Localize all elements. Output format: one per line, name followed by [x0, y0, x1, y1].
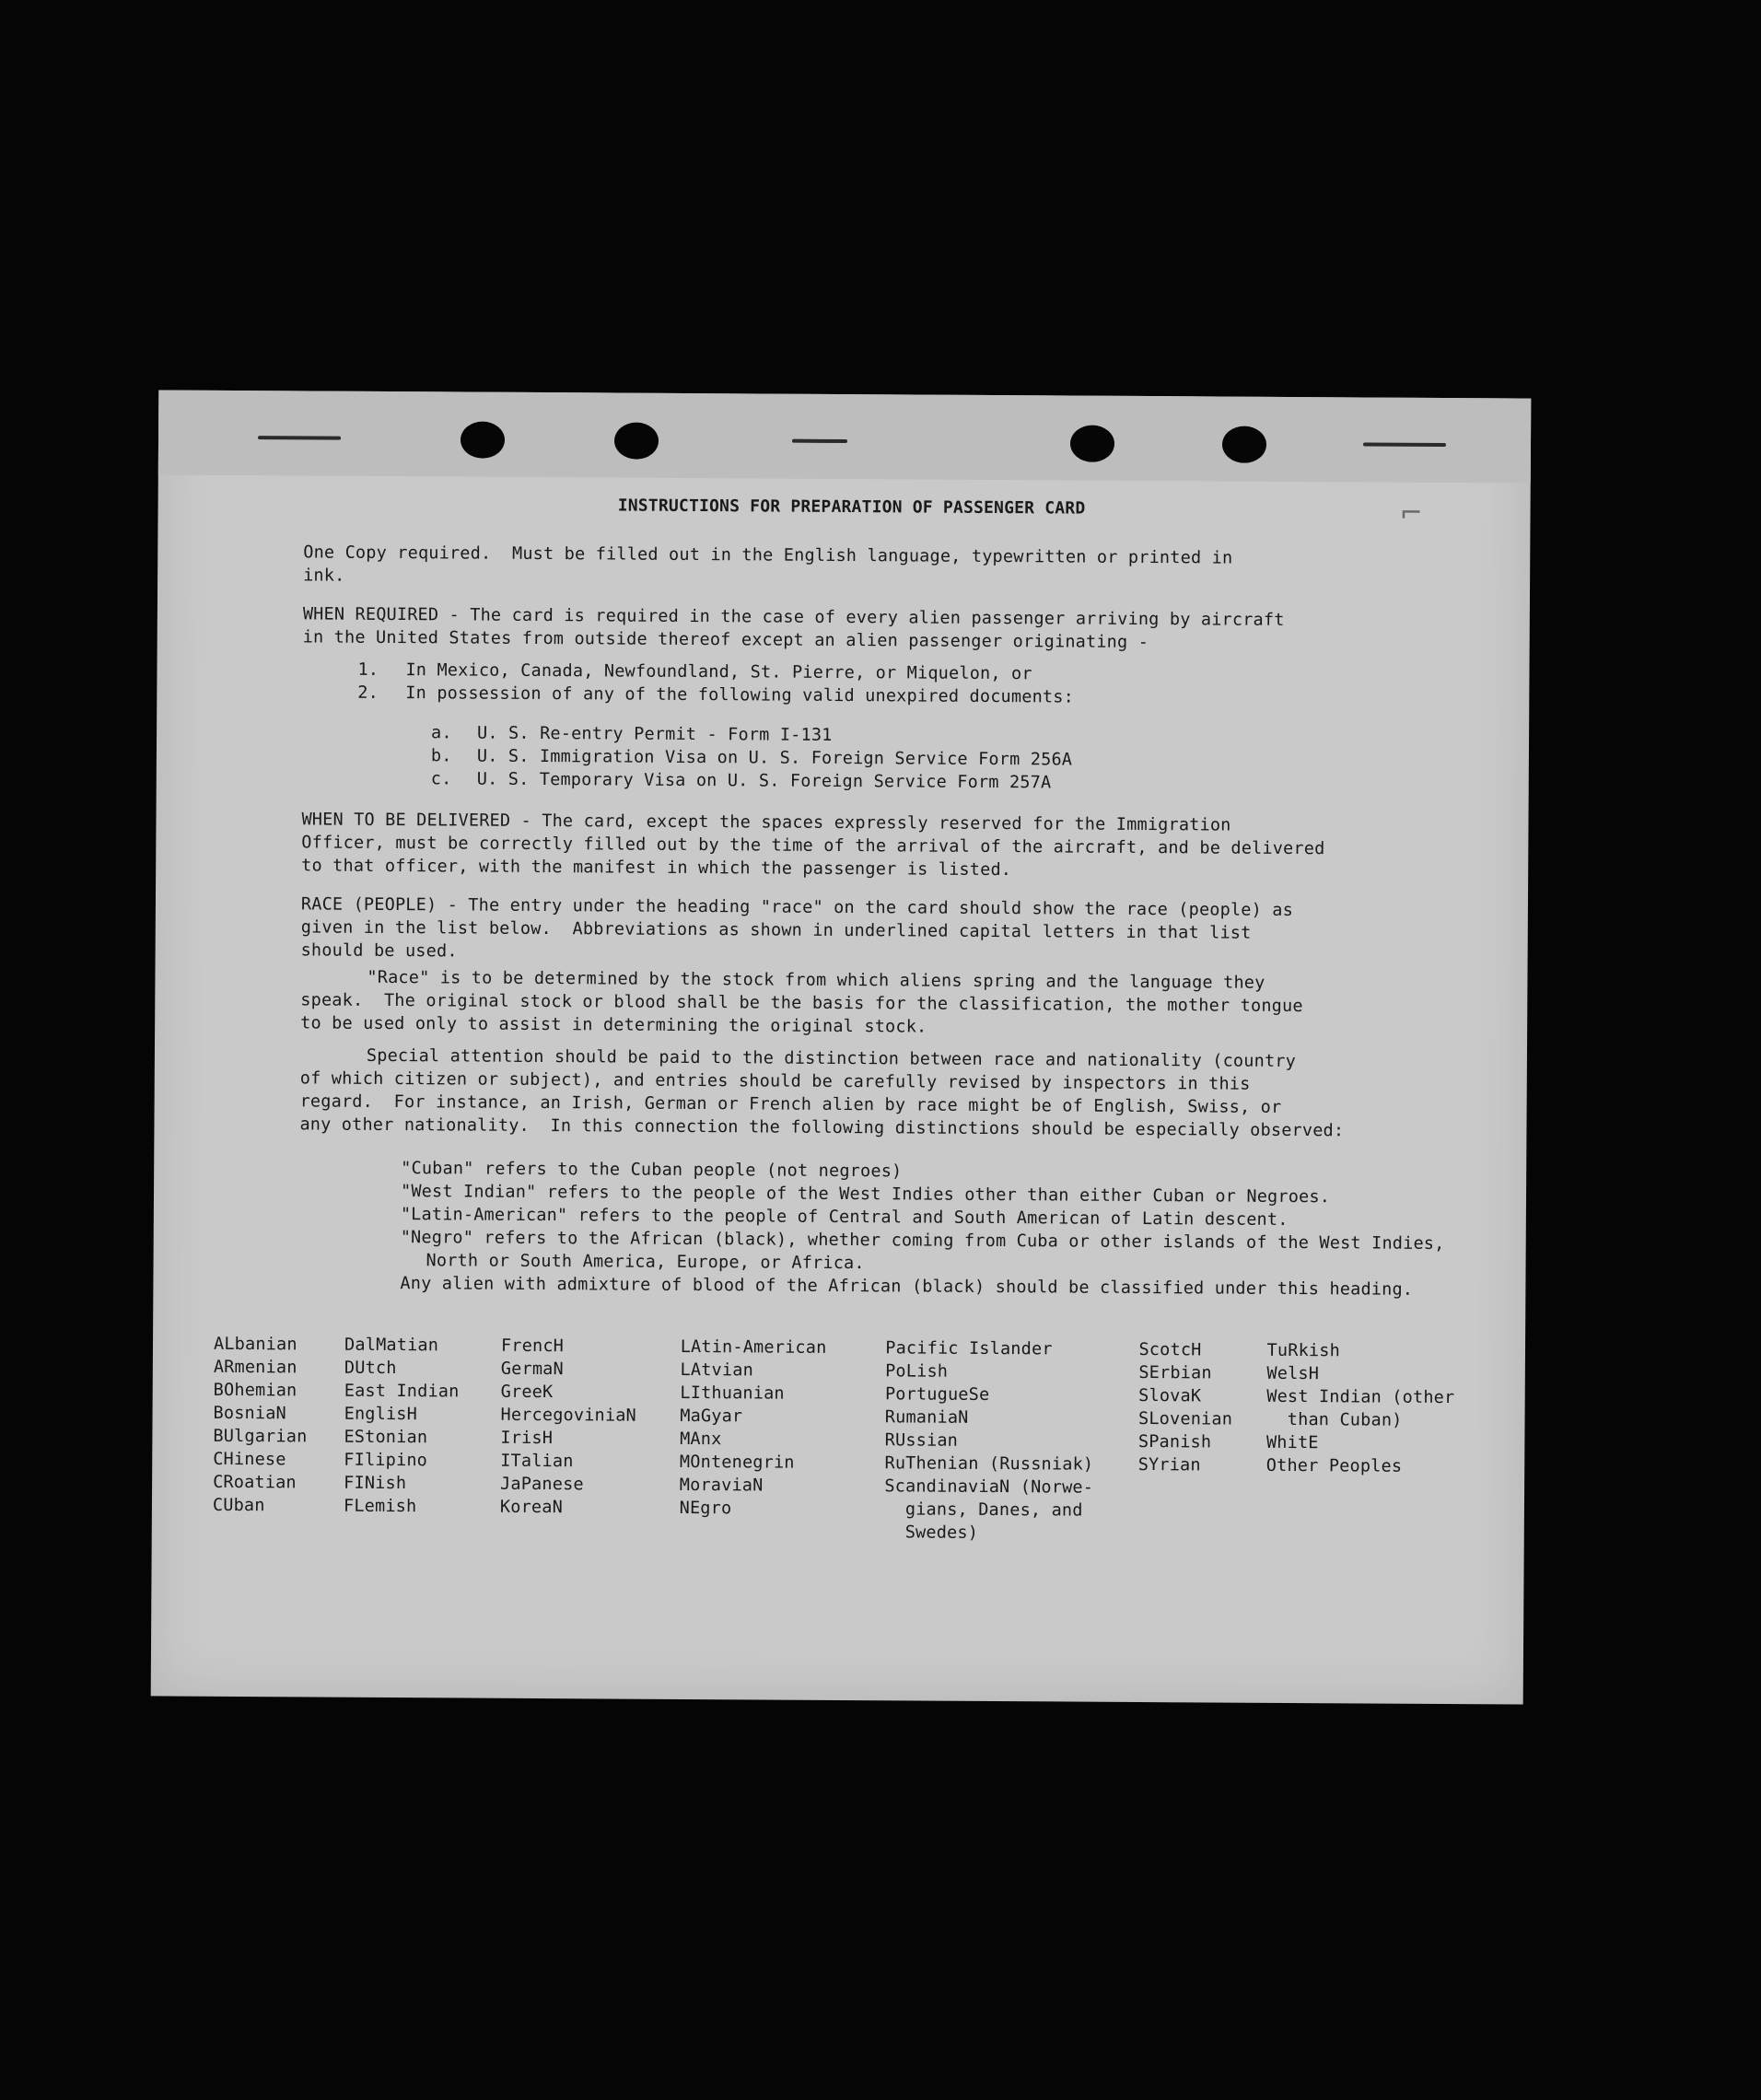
- race-list-item: gians, Danes, and: [884, 1499, 1083, 1521]
- race-column: [679, 1336, 885, 1544]
- list-item: a. U. S. Re-entry Permit - Form I-131: [431, 723, 833, 745]
- punch-hole: [614, 422, 659, 459]
- list-item: 1. In Mexico, Canada, Newfoundland, St. Pierre, or Miquelon, or: [357, 659, 1032, 684]
- list-item: "Cuban" refers to the Cuban people (not negroes): [401, 1159, 903, 1182]
- race-list: [213, 1333, 1496, 1547]
- punch-hole: [1070, 426, 1114, 462]
- special-attention-paragraph: Special attention should be paid to the distinction between race and nationality (country of which citizen or subject), and entries should be carefully revised by inspectors in this regard. For instance, an Irish, German or French alien by race might be of English, Swiss, or any other nationality. In this connection the following distinctions should be especially observed:: [299, 1045, 1345, 1141]
- race-list-item: ScotcH: [1138, 1339, 1202, 1360]
- race-list-item: RumaniaN: [884, 1407, 969, 1428]
- race-list-item: MaGyar: [680, 1406, 743, 1427]
- race-list-item: LAtin-American: [680, 1336, 827, 1358]
- race-list-item: FINish: [344, 1473, 407, 1494]
- race-list-item: HercegoviniaN: [500, 1405, 637, 1426]
- list-item: b. U. S. Immigration Visa on U. S. Foreign Service Form 256A: [430, 746, 1073, 770]
- when-delivered-paragraph: WHEN TO BE DELIVERED - The card, except the spaces expressly reserved for the Immigration Officer, must be correctly filled out by the time of the arrival of the aircraft, and be delivered to that officer, with the manifest in which the passenger is listed.: [301, 810, 1325, 881]
- race-list-item: FLemish: [343, 1496, 417, 1517]
- race-list-item: SYrian: [1137, 1454, 1201, 1476]
- race-list-item: MAnx: [680, 1429, 722, 1450]
- race-list-item: TuRkish: [1266, 1340, 1341, 1361]
- page-title: INSTRUCTIONS FOR PREPARATION OF PASSENGER CARD: [617, 496, 1086, 519]
- pencil-mark: ⌐: [1399, 496, 1423, 530]
- race-list-item: BUlgarian: [213, 1426, 308, 1447]
- race-list-item: CUban: [212, 1495, 265, 1516]
- race-list-item: LAtvian: [680, 1359, 754, 1381]
- race-column: [344, 1334, 501, 1542]
- race-list-item: than Cuban): [1266, 1409, 1403, 1430]
- document-content: [212, 492, 1501, 1547]
- race-list-item: IrisH: [500, 1428, 554, 1449]
- race-list-item: PoLish: [885, 1361, 949, 1382]
- race-column: [884, 1336, 1139, 1546]
- list-item: 2. In possession of any of the following valid unexpired documents:: [357, 682, 1075, 707]
- race-list-item: Swedes): [884, 1522, 979, 1543]
- race-list-item: SPanish: [1137, 1431, 1212, 1452]
- race-intro-paragraph: RACE (PEOPLE) - The entry under the heading "race" on the card should show the race (people) as given in the list below. Abbreviations as shown in underlined capital letters in that list should be used.: [300, 894, 1294, 962]
- race-list-item: PortugueSe: [884, 1384, 990, 1405]
- race-list-item: MoraviaN: [679, 1475, 764, 1496]
- race-list-item: SErbian: [1138, 1362, 1212, 1383]
- race-list-item: RUssian: [884, 1430, 959, 1451]
- race-list-item: DUtch: [344, 1358, 397, 1379]
- race-list-item: ARmenian: [213, 1357, 297, 1378]
- list-item: "West Indian" refers to the people of the West Indies other than either Cuban or Negroes.: [400, 1182, 1331, 1208]
- list-item: Any alien with admixture of blood of the African (black) should be classified under this heading.: [400, 1274, 1414, 1300]
- race-column: [1265, 1339, 1496, 1548]
- race-list-item: FrencH: [500, 1336, 565, 1357]
- staple-mark: [258, 436, 341, 440]
- punch-hole: [461, 421, 505, 458]
- race-column: [500, 1335, 681, 1543]
- race-list-item: GreeK: [500, 1382, 554, 1403]
- race-list-item: Other Peoples: [1265, 1455, 1403, 1476]
- race-list-item: GermaN: [500, 1359, 564, 1380]
- when-required-paragraph: WHEN REQUIRED - The card is required in the case of every alien passenger arriving by aircraft in the United States from outside thereof except an alien passenger originating -: [302, 604, 1285, 653]
- race-list-item: WhitE: [1265, 1432, 1319, 1453]
- race-list-item: Pacific Islander: [885, 1338, 1053, 1359]
- race-list-item: KoreaN: [499, 1497, 564, 1518]
- race-list-item: East Indian: [344, 1381, 460, 1402]
- race-list-item: ALbanian: [213, 1334, 297, 1355]
- valid-documents-list: [302, 720, 1499, 797]
- document-page: [151, 390, 1532, 1704]
- punch-hole: [1222, 426, 1266, 463]
- race-list-item: SLovenian: [1137, 1408, 1233, 1429]
- race-list-item: WelsH: [1266, 1363, 1320, 1384]
- race-list-item: JaPanese: [500, 1474, 584, 1495]
- race-list-item: ITalian: [500, 1451, 574, 1472]
- staple-mark: [792, 439, 847, 443]
- race-list-item: DalMatian: [344, 1335, 439, 1356]
- race-list-item: ScandinaviaN (Norwe-: [884, 1476, 1094, 1498]
- list-item: c. U. S. Temporary Visa on U. S. Foreign Service Form 257A: [430, 769, 1052, 793]
- race-list-item: LIthuanian: [680, 1382, 785, 1404]
- race-column: [213, 1333, 344, 1541]
- exception-list: [302, 658, 1499, 711]
- race-list-item: EStonian: [344, 1427, 428, 1448]
- race-column: [1137, 1338, 1266, 1546]
- list-item: "Negro" refers to the African (black), whether coming from Cuba or other islands of the West Indies, North or South America, Europe, or Africa.: [400, 1228, 1445, 1274]
- race-list-item: MOntenegrin: [679, 1452, 795, 1473]
- race-list-item: BosniaN: [213, 1403, 286, 1424]
- race-list-item: FIlipino: [344, 1450, 428, 1471]
- intro-paragraph: One Copy required. Must be filled out in the English language, typewritten or printed in ink.: [303, 542, 1233, 586]
- race-list-item: CRoatian: [213, 1472, 297, 1493]
- race-list-item: CHinese: [213, 1449, 286, 1470]
- race-list-item: SlovaK: [1138, 1385, 1202, 1406]
- race-list-item: BOhemian: [213, 1380, 297, 1401]
- race-list-item: NEgro: [679, 1498, 732, 1519]
- distinctions-list: [400, 1157, 1497, 1301]
- staple-mark: [1363, 442, 1446, 447]
- binding-strip: [158, 390, 1532, 483]
- race-list-item: West Indian (other: [1266, 1386, 1455, 1408]
- race-list-item: EnglisH: [344, 1404, 418, 1425]
- race-determined-paragraph: "Race" is to be determined by the stock from which aliens spring and the language they speak. The original stock or blood shall be the basis for the classification, the mother tongue to be used only to assist in determining the original stock.: [300, 967, 1303, 1037]
- list-item: "Latin-American" refers to the people of Central and South American of Latin descent.: [400, 1205, 1289, 1230]
- race-list-item: RuThenian (Russniak): [884, 1453, 1094, 1475]
